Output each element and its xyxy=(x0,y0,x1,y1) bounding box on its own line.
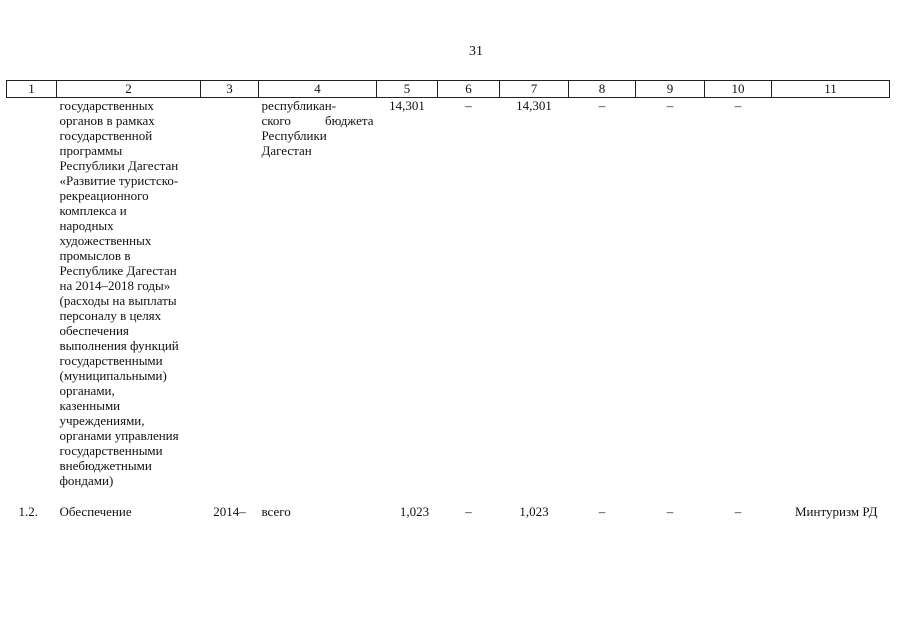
cell-responsible xyxy=(772,98,890,489)
cell-col-6: – xyxy=(465,504,472,519)
col-header-3: 3 xyxy=(201,81,259,98)
budget-table xyxy=(6,80,890,519)
page-number: 31 xyxy=(469,44,483,59)
col-header-5: 5 xyxy=(377,81,438,98)
col-header-2: 2 xyxy=(57,81,201,98)
col-header-9: 9 xyxy=(636,81,705,98)
table-row xyxy=(7,488,890,519)
col-header-1: 1 xyxy=(7,81,57,98)
col-header-8: 8 xyxy=(569,81,636,98)
cell-col-9: – xyxy=(666,98,674,113)
cell-period: 2014– xyxy=(213,504,246,519)
col-header-4: 4 xyxy=(259,81,377,98)
cell-funding-source: всего xyxy=(261,504,291,519)
cell-col-7: 14,301 xyxy=(516,98,552,113)
cell-col-10: – xyxy=(734,504,742,519)
cell-col-10: – xyxy=(734,98,742,113)
cell-description: государственных органов в рамках государственной программы Республики Дагестан «Развитие туристско- рекреационного комплекса и народных художественных промыслов в Республике Дагестан на 2014–2018 годы» (расходы на выплаты персоналу в целях обеспечения выполнения функций государственными (муниципальными) органами, казенными учреждениями, органами управления государственными внебюджетными фондами) xyxy=(59,98,179,488)
cell-col-8: – xyxy=(598,98,606,113)
col-header-7: 7 xyxy=(500,81,569,98)
cell-col-9: – xyxy=(666,504,674,519)
cell-total: 14,301 xyxy=(389,98,425,113)
cell-item-number xyxy=(7,98,57,489)
col-header-10: 10 xyxy=(705,81,772,98)
cell-funding-source xyxy=(259,98,377,489)
funding-source-rest: Республики Дагестан xyxy=(261,128,327,158)
table-row xyxy=(7,98,890,489)
cell-col-6: – xyxy=(465,98,472,113)
header-row xyxy=(7,81,890,98)
cell-item-number: 1.2. xyxy=(18,504,38,519)
cell-col-7: 1,023 xyxy=(519,504,549,519)
col-header-11: 11 xyxy=(772,81,890,98)
col-header-6: 6 xyxy=(438,81,500,98)
cell-responsible: Минтуризм РД xyxy=(795,504,878,519)
cell-period xyxy=(201,98,259,489)
funding-source-line-2: ского бюджета xyxy=(261,113,374,128)
cell-description: Обеспечение xyxy=(59,504,132,519)
cell-col-8: – xyxy=(598,504,606,519)
cell-total: 1,023 xyxy=(399,504,430,519)
funding-source-line-1: республикан- xyxy=(261,98,337,113)
